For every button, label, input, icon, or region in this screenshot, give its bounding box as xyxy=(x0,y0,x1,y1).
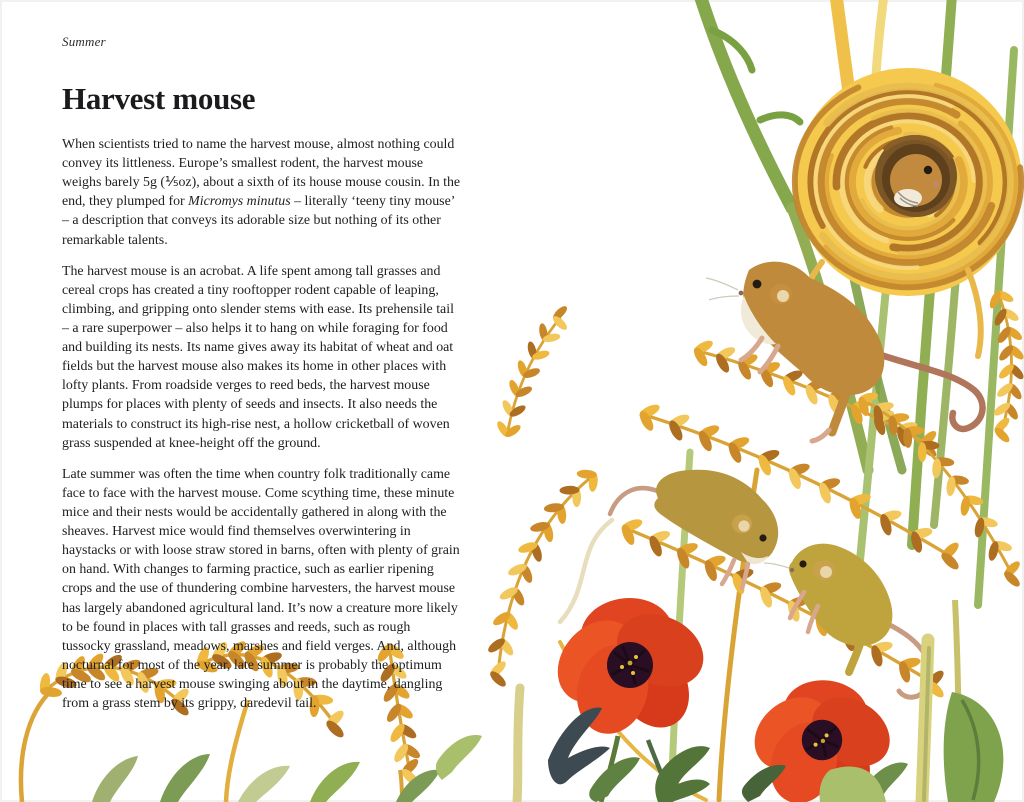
page-title: Harvest mouse xyxy=(62,81,256,116)
text-column xyxy=(62,34,462,725)
intro-text-before: When scientists tried to name the harvest mouse, almost nothing could convey its littleness. Europe’s smallest rodent, the harvest mouse weighs barely 5g (⅕oz), about a sixth of its house mouse cousin. In the end, they plumped for xyxy=(62,137,461,210)
species-name: Micromys minutus xyxy=(188,194,291,210)
nest-mouse xyxy=(875,135,957,217)
intro-text-after: – literally ‘teeny tiny mouse’ – a description that conveys its adorable size but nothing of its other remarkable talents. xyxy=(62,194,455,248)
intro-paragraph xyxy=(62,135,462,250)
body-paragraph-3: Late summer was often the time when country folk traditionally came face to face with the harvest mouse. Come scything time, these minute mice and their nests would be accidentally gathered in along with the sheaves. Harvest mice would find themselves overwintering in haystacks or with loose straw stored in barns, often with plenty of grain on hand. With changes to farming practice, such as earlier ripening crops and the use of thundering combine harvesters, the harvest mouse has largely abandoned agricultural land. It’s now a creature more likely to be found in places with tall grasses and reeds, such as rough tussocky grassland, meadows, marshes and field verges. And, although nocturnal for most of the year, late summer is probably the optimum time to see a harvest mouse swinging about in the daytime, dangling from a grass stem by its grippy, daredevil tail. xyxy=(62,466,460,712)
running-head: Summer xyxy=(62,34,106,49)
body-paragraph-2: The harvest mouse is an acrobat. A life spent among tall grasses and cereal crops has created a tiny rooftopper rodent capable of leaping, climbing, and gripping onto slender stems with ease. Its prehensile tail – a rare superpower – also helps it to hang on while foraging for food and building its nests. Its name gives away its habitat of wheat and oat fields but the harvest mouse also makes its home in other places with lofty plants. From roadside verges to reed beds, the harvest mouse plumps for places with plenty of seeds and insects. It also needs the materials to construct its high-rise nest, a hollow cricketball of woven grass suspended at knee-height off the ground. xyxy=(62,263,454,451)
